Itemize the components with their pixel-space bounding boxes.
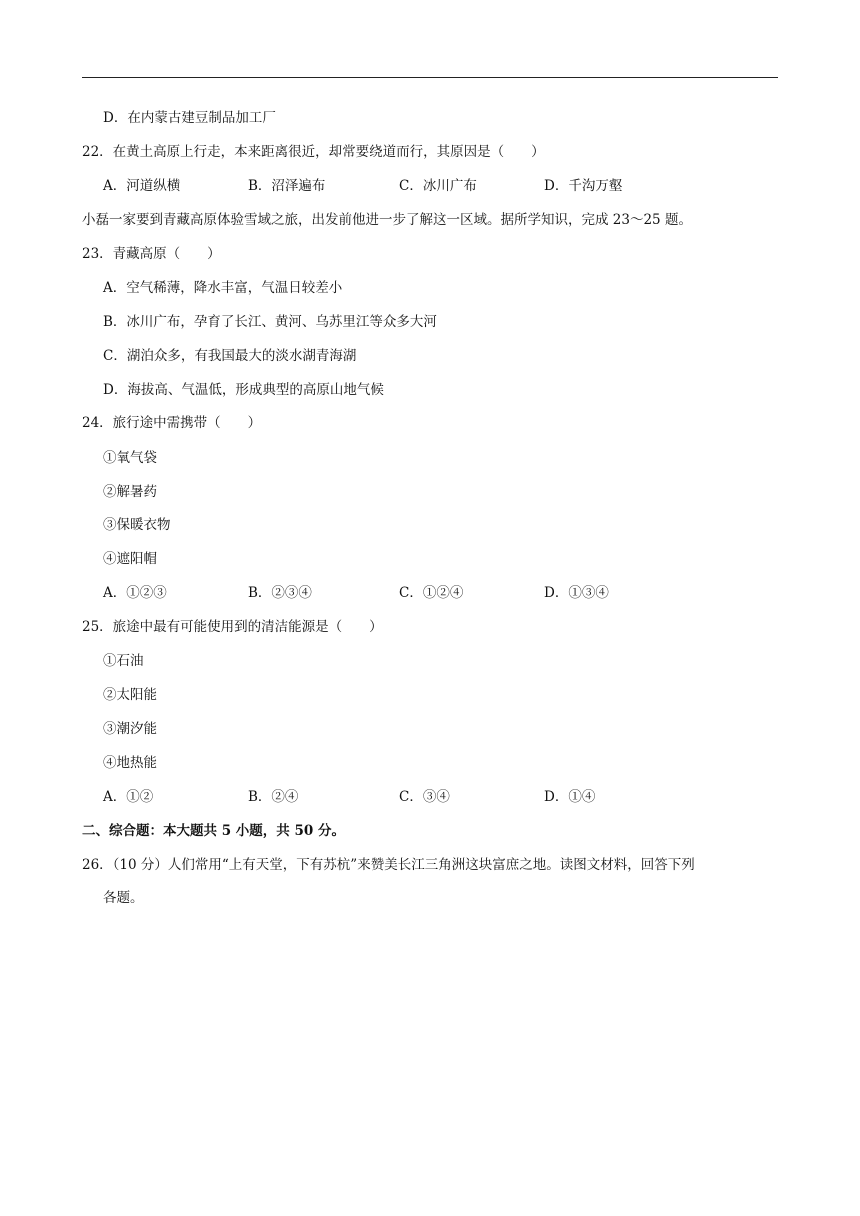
q24-item-4: ④遮阳帽 (103, 551, 157, 567)
q25-option-b: B．②④ (248, 789, 299, 805)
q24-option-c: C．①②④ (399, 585, 464, 601)
q23-option-d: D．海拔高、气温低，形成典型的高原山地气候 (103, 382, 384, 398)
q25-options (103, 788, 723, 806)
q23-option-c: C．湖泊众多，有我国最大的淡水湖青海湖 (103, 348, 357, 364)
q25-option-d: D．①④ (544, 789, 596, 805)
q21-option-d: D．在内蒙古建豆制品加工厂 (103, 110, 276, 126)
q24-option-b: B．②③④ (248, 585, 312, 601)
q25-option-a: A．①② (103, 789, 154, 805)
section-2-heading: 二、综合题：本大题共 5 小题，共 50 分。 (82, 823, 345, 839)
q24-item-3: ③保暖衣物 (103, 517, 171, 533)
q23-option-a: A．空气稀薄，降水丰富，气温日较差小 (103, 280, 343, 296)
q22-option-b: B．沼泽遍布 (248, 178, 326, 194)
q23-stem: 23．青藏高原（ ） (82, 246, 221, 262)
header-rule (82, 77, 778, 78)
q26-stem-line-2: 各题。 (103, 890, 144, 906)
q25-stem: 25．旅途中最有可能使用到的清洁能源是（ ） (82, 619, 383, 635)
q26-stem-line-1: 26．（10 分）人们常用“上有天堂，下有苏杭”来赞美长江三角洲这块富庶之地。读图文材料，回答下列 (82, 857, 695, 873)
q24-stem: 24．旅行途中需携带（ ） (82, 415, 262, 431)
q23-option-b: B．冰川广布，孕育了长江、黄河、乌苏里江等众多大河 (103, 314, 437, 330)
q24-item-2: ②解暑药 (103, 484, 157, 500)
q25-item-4: ④地热能 (103, 755, 157, 771)
q24-option-a: A．①②③ (103, 585, 167, 601)
q24-item-1: ①氧气袋 (103, 450, 157, 466)
intro-23-25: 小磊一家要到青藏高原体验雪域之旅，出发前他进一步了解这一区域。据所学知识，完成 23～25 题。 (82, 212, 692, 228)
q25-option-c: C．③④ (399, 789, 450, 805)
q22-option-c: C．冰川广布 (399, 178, 477, 194)
q25-item-3: ③潮汐能 (103, 721, 157, 737)
q25-item-1: ①石油 (103, 653, 144, 669)
q22-options (103, 177, 723, 195)
q22-option-d: D．千沟万壑 (544, 178, 623, 194)
q24-option-d: D．①③④ (544, 585, 609, 601)
q22-option-a: A．河道纵横 (103, 178, 181, 194)
q22-stem: 22．在黄土高原上行走，本来距离很近，却常要绕道而行，其原因是（ ） (82, 144, 545, 160)
q25-item-2: ②太阳能 (103, 687, 157, 703)
q24-options (103, 584, 723, 602)
